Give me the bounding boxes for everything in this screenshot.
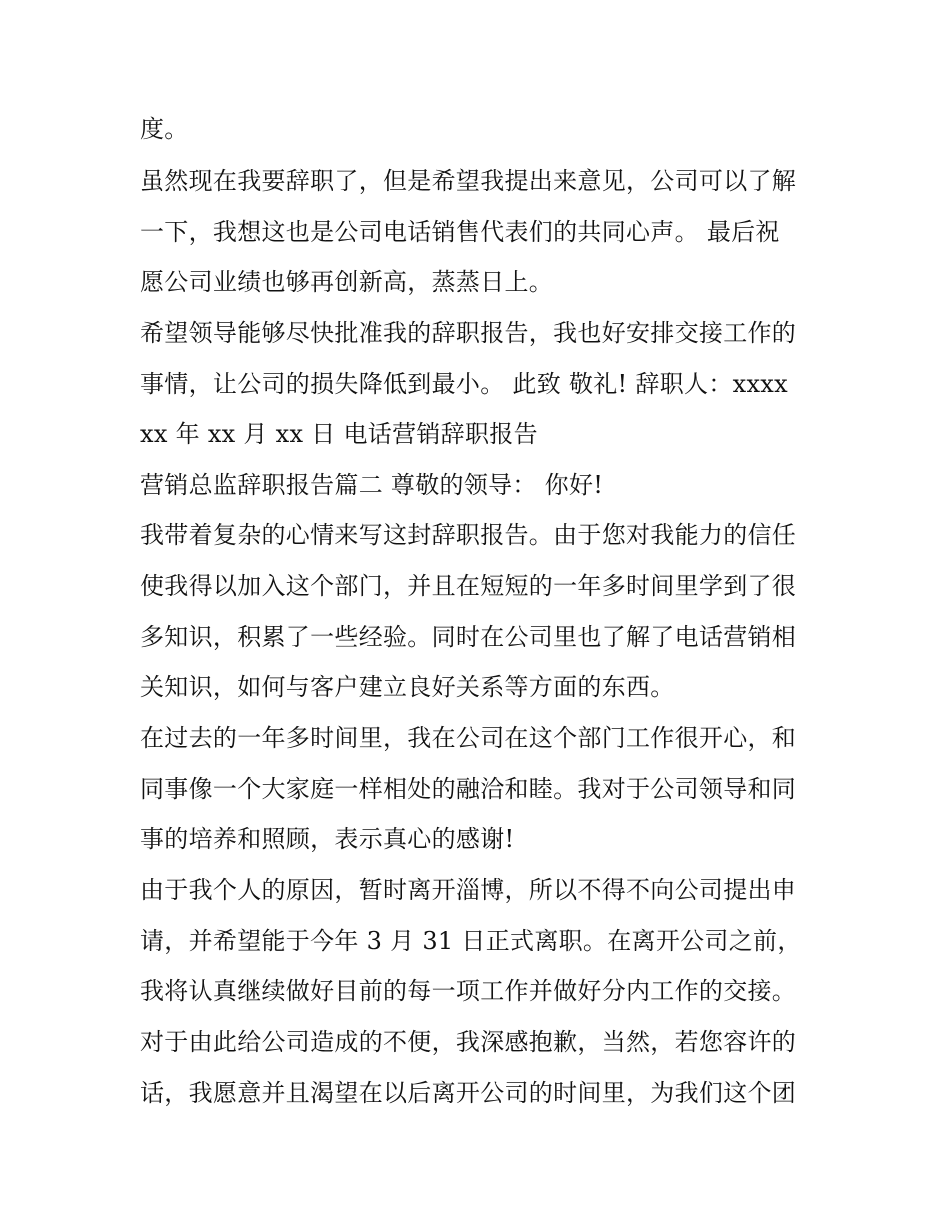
text-line: 同事像一个大家庭一样相处的融洽和睦。我对于公司领导和同: [140, 775, 797, 803]
text-line: 我将认真继续做好目前的每一项工作并做好分内工作的交接。: [140, 977, 797, 1005]
text-line: 虽然现在我要辞职了，但是希望我提出来意见，公司可以了解: [140, 167, 797, 195]
text-line: 在过去的一年多时间里，我在公司在这个部门工作很开心，和: [140, 724, 797, 752]
text-line: 多知识，积累了一些经验。同时在公司里也了解了电话营销相: [140, 623, 797, 651]
text-line: 请，并希望能于今年 3 月 31 日正式离职。在离开公司之前，: [140, 927, 802, 955]
text-line: 使我得以加入这个部门，并且在短短的一年多时间里学到了很: [140, 572, 797, 600]
text-line: 一下，我想这也是公司电话销售代表们的共同心声。 最后祝: [140, 218, 780, 246]
text-line: 我带着复杂的心情来写这封辞职报告。由于您对我能力的信任: [140, 521, 797, 549]
text-line: 由于我个人的原因，暂时离开淄博，所以不得不向公司提出申: [140, 876, 797, 904]
text-line: 对于由此给公司造成的不便，我深感抱歉，当然，若您容许的: [140, 1028, 797, 1056]
text-line: 营销总监辞职报告篇二 尊敬的领导： 你好!: [140, 471, 604, 499]
text-line: 希望领导能够尽快批准我的辞职报告，我也好安排交接工作的: [140, 319, 797, 347]
text-line: xx 年 xx 月 xx 日 电话营销辞职报告: [140, 420, 538, 448]
text-line: 事情，让公司的损失降低到最小。 此致 敬礼! 辞职人：xxxx: [140, 370, 788, 398]
text-line: 关知识，如何与客户建立良好关系等方面的东西。: [140, 673, 675, 701]
text-line: 愿公司业绩也够再创新高，蒸蒸日上。: [140, 268, 554, 296]
text-line: 度。: [140, 115, 189, 143]
text-line: 话，我愿意并且渴望在以后离开公司的时间里，为我们这个团: [140, 1079, 797, 1107]
text-line: 事的培养和照顾，表示真心的感谢!: [140, 825, 515, 853]
